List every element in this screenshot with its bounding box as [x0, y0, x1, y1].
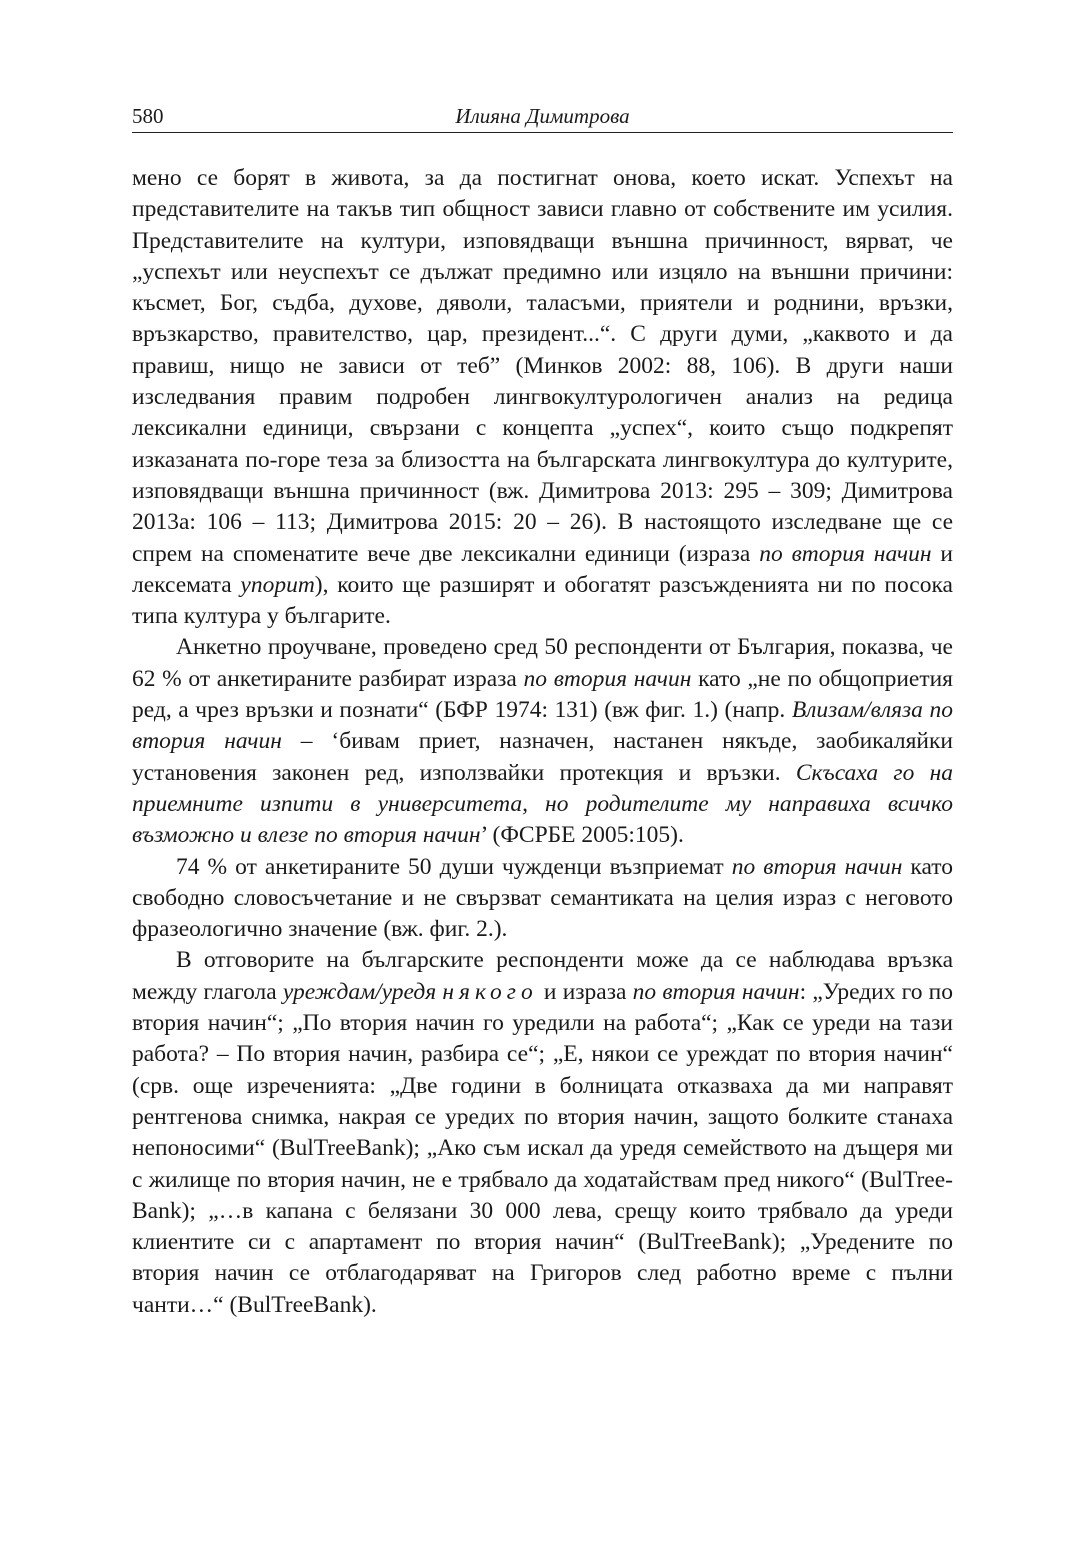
text-run: Анкетно проучване, проведено сред 50 респонденти от България, показва, че 62 % от анкетираните разбират израза [132, 634, 953, 692]
text-run: В отговорите на българските респонденти може да се наблюдава връзка между глагола [132, 947, 953, 1005]
text-run: като свободно словосъчетание и не свързват семантиката на целия израз с неговото фразеологично значение (вж. фиг. 2.). [132, 853, 953, 943]
italic-spaced-term: някого [442, 978, 538, 1005]
text-run: като „не по общоприетия ред, а чрез връзки и познати“ (БФР 1974: 131) (вж фиг. 1.) (напр. [132, 665, 953, 724]
text-run: ), които ще разширят и обогатят разсъжденията ни по посока типа култура у българите. [132, 571, 953, 630]
paragraph-1 [132, 163, 953, 632]
text-run: 74 % от анкетираните 50 души чужденци възприемат [176, 853, 732, 880]
italic-term: по втория начин [632, 978, 800, 1005]
text-run: : „Уредих го по втория начин“; „По втория начин го уредили на работа“; „Как се уреди на тази работа? – По втория начин, разбира се“; „Е, някои се уреждат по втория начин“ (срв. още изреченията: „Две години в болницата отказваха да ми направят рентгенова снимка, накрая се уредих по втория начин, защото болките станаха непоносими“ (BulTreeBank); „Ако съм искал да уредя семейството на дъщеря ми с жилище по втория начин, не е трябвало да ходатайствам пред никого“ (BulTreeBank); „…в капана с белязани 30 000 лева, срещу които трябвало да уреди клиентите си с апартамент по втория начин“ (BulTreeBank); „Уредените по втория начин се отблагодаряват на Григоров след работно време с пълни чанти…“ (BulTreeBank). [132, 978, 953, 1318]
paragraph-2 [132, 632, 953, 851]
italic-term: уреждам/уредя [282, 978, 437, 1005]
paragraph-3 [132, 852, 953, 946]
page-number: 580 [132, 104, 164, 128]
body-text [132, 163, 953, 1321]
text-run: мено се борят в живота, за да постигнат онова, което искат. Успехът на представителите на такъв тип общност зависи главно от собствените им усилия. Представителите на култури, изповядващи външна причинност, вярват, че „успехът или неуспехът се дължат предимно или изцяло на външни причини: късмет, Бог, съдба, духове, дяволи, таласъми, приятели и роднини, връзки, връзкарство, правителство, цар, президент...“. С други думи, „каквото и да правиш, нищо не зависи от теб” (Минков 2002: 88, 106). В други наши изследвания правим подробен лингвокултурологичен анализ на редица лексикални единици, свързани с концепта „успех“, които също подкрепят изказаната по-горе теза за близостта на българската лингвокултура до културите, изповядващи външна причинност (вж. Димитрова 2013: 295 – 309; Димитрова 2013а: 106 – 113; Димитрова 2015: 20 – 26). В настоящото изследване ще се спрем на споменатите вече две лексикални единици (израза [132, 165, 953, 567]
text-run: и израза [537, 978, 633, 1005]
italic-term: по втория начин [731, 853, 903, 880]
italic-term: Влизам/вляза по втория начин [132, 697, 953, 755]
text-run: ’ (ФСРБЕ 2005:105). [480, 822, 684, 849]
italic-term: по втория начин [759, 540, 932, 567]
running-header [132, 100, 953, 133]
italic-term: по втория начин [523, 665, 692, 692]
paragraph-4 [132, 945, 953, 1321]
text-run: – ‘бивам приет, назначен, настанен някъде, заобикаляйки установения законен ред, използвайки протекция и връзки. [132, 728, 953, 786]
text-run: и лексемата [132, 540, 953, 598]
running-title-author: Илияна Димитрова [455, 104, 630, 128]
italic-example: Скъсаха го на приемните изпити в университета, но родителите му направиха всичко възможно и влезе по втория начин [132, 759, 954, 849]
italic-term: упорит [240, 571, 315, 598]
